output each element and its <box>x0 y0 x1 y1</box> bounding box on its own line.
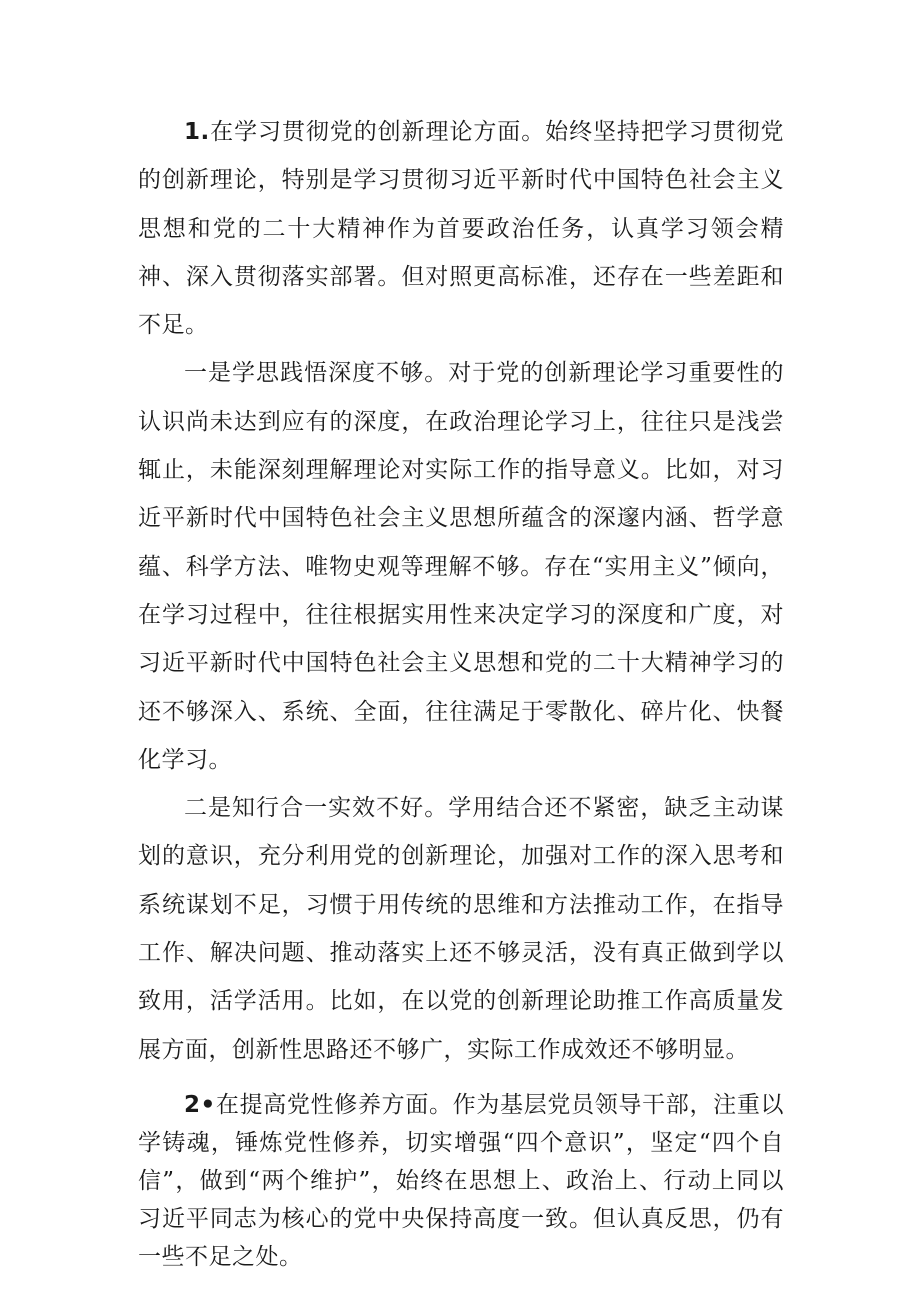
paragraph-theory-study <box>138 108 784 349</box>
paragraph-text: 在学习贯彻党的创新理论方面。始终坚持把学习贯彻党的创新理论，特别是学习贯彻习近平新时代中国特色社会主义思想和党的二十大精神作为首要政治任务，认真学习领会精神、深入贯彻落实部署。但对照更高标准，还存在一些差距和不足。 <box>138 119 784 339</box>
document-body <box>138 108 784 1276</box>
paragraph-number: 1. <box>184 119 210 145</box>
paragraph-knowledge-action <box>138 784 784 1074</box>
paragraph-text: 在提高党性修养方面。作为基层党员领导干部，注重以学铸魂，锤炼党性修养，切实增强“四个意识”，坚定“四个自信”，做到“两个维护”，始终在思想上、政治上、行动上同以习近平同志为核心的党中央保持高度一致。但认真反思，仍有一些不足之处。 <box>138 1091 784 1270</box>
paragraph-text: 一是学思践悟深度不够。对于党的创新理论学习重要性的认识尚未达到应有的深度，在政治理论学习上，往往只是浅尝辄止，未能深刻理解理论对实际工作的指导意义。比如，对习近平新时代中国特色社会主义思想所蕴含的深邃内涵、哲学意蕴、科学方法、唯物史观等理解不够。存在“实用主义”倾向，在学习过程中，往往根据实用性来决定学习的深度和广度，对习近平新时代中国特色社会主义思想和党的二十大精神学习的还不够深入、系统、全面，往往满足于零散化、碎片化、快餐化学习。 <box>138 360 784 773</box>
paragraph-party-spirit <box>138 1086 784 1276</box>
paragraph-number: 2• <box>184 1091 216 1118</box>
paragraph-text: 二是知行合一实效不好。学用结合还不紧密，缺乏主动谋划的意识，充分利用党的创新理论，加强对工作的深入思考和系统谋划不足，习惯于用传统的思维和方法推动工作，在指导工作、解决问题、推动落实上还不够灵活，没有真正做到学以致用，活学活用。比如，在以党的创新理论助推工作高质量发展方面，创新性思路还不够广，实际工作成效还不够明显。 <box>138 795 784 1063</box>
paragraph-study-depth <box>138 349 784 784</box>
